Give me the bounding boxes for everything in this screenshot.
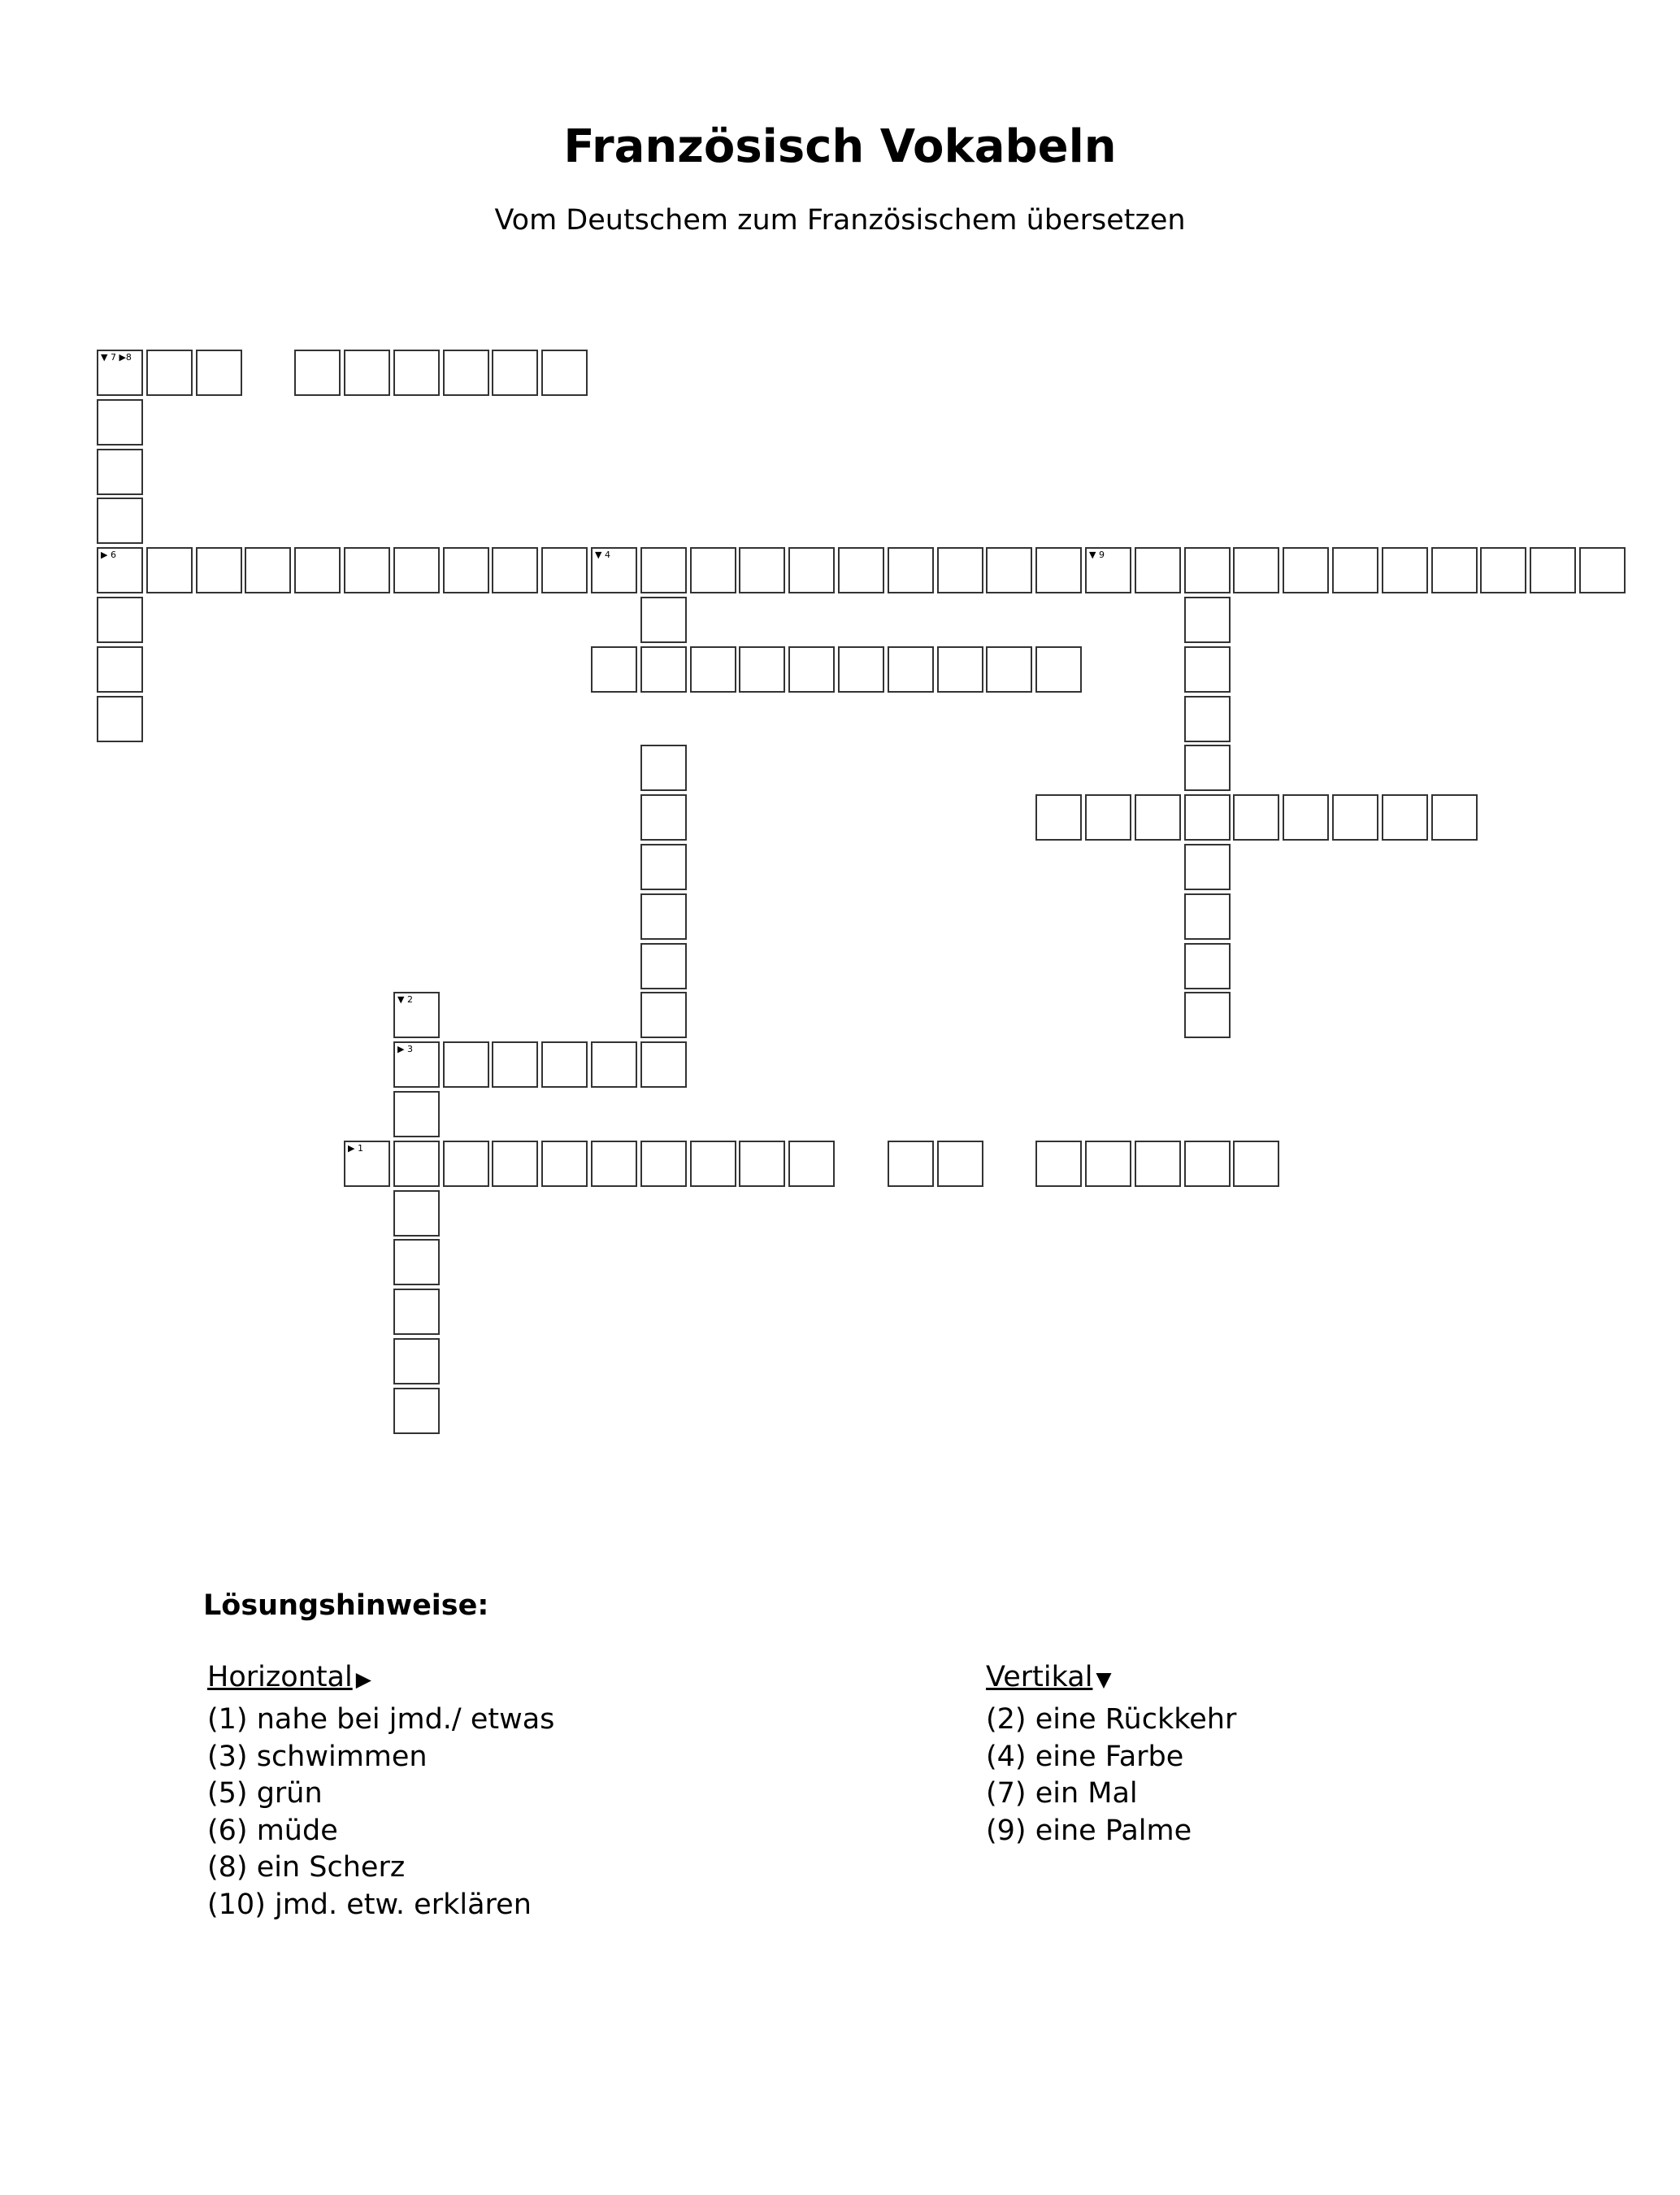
crossword-cell[interactable] xyxy=(443,350,489,396)
crossword-cell[interactable] xyxy=(1184,1141,1231,1187)
crossword-cell[interactable] xyxy=(146,547,193,593)
crossword-cell[interactable] xyxy=(97,646,143,693)
crossword-cell[interactable] xyxy=(1184,794,1231,841)
crossword-cell[interactable] xyxy=(344,547,390,593)
across-clue: (6) müde xyxy=(207,1814,338,1847)
crossword-cell[interactable] xyxy=(640,844,687,890)
crossword-cell[interactable] xyxy=(443,1141,489,1187)
crossword-cell[interactable] xyxy=(1085,547,1131,593)
crossword-cell[interactable] xyxy=(1579,547,1626,593)
crossword-cell[interactable] xyxy=(1085,1141,1131,1187)
crossword-cell[interactable] xyxy=(1035,646,1082,693)
crossword-cell[interactable] xyxy=(294,547,341,593)
clue-number: ▼ 4 xyxy=(595,550,610,560)
crossword-cell[interactable] xyxy=(393,350,440,396)
crossword-cell[interactable] xyxy=(1035,1141,1082,1187)
crossword-cell[interactable] xyxy=(1431,794,1478,841)
crossword-cell[interactable] xyxy=(838,646,884,693)
crossword-cell[interactable] xyxy=(1530,547,1576,593)
crossword-cell[interactable] xyxy=(492,350,538,396)
crossword-cell[interactable] xyxy=(393,1289,440,1335)
crossword-cell[interactable] xyxy=(1184,844,1231,890)
crossword-cell[interactable] xyxy=(1431,547,1478,593)
crossword-cell[interactable] xyxy=(1135,1141,1181,1187)
down-heading-label: Vertikal xyxy=(986,1661,1093,1693)
crossword-cell[interactable] xyxy=(541,547,588,593)
crossword-cell[interactable] xyxy=(1184,745,1231,791)
crossword-cell[interactable] xyxy=(640,547,687,593)
crossword-cell[interactable] xyxy=(443,547,489,593)
clue-number: ▶ 6 xyxy=(101,550,116,560)
crossword-cell[interactable] xyxy=(245,547,291,593)
crossword-cell[interactable] xyxy=(1382,794,1428,841)
crossword-cell[interactable] xyxy=(344,350,390,396)
crossword-cell[interactable] xyxy=(640,745,687,791)
crossword-cell[interactable] xyxy=(937,1141,983,1187)
crossword-cell[interactable] xyxy=(1035,794,1082,841)
crossword-cell[interactable] xyxy=(492,1141,538,1187)
across-clue-list xyxy=(207,1702,554,1923)
across-heading-label: Horizontal xyxy=(207,1661,353,1693)
page-subtitle: Vom Deutschem zum Französischem übersetzen xyxy=(494,204,1186,237)
crossword-cell[interactable] xyxy=(393,1141,440,1187)
crossword-cell[interactable] xyxy=(492,547,538,593)
crossword-cell[interactable] xyxy=(393,1388,440,1434)
crossword-cell[interactable] xyxy=(344,1141,390,1187)
crossword-cell[interactable] xyxy=(1480,547,1526,593)
crossword-cell[interactable] xyxy=(937,646,983,693)
clue-number: ▼ 7 ▶8 xyxy=(101,352,132,363)
crossword-cell[interactable] xyxy=(393,547,440,593)
crossword-cell[interactable] xyxy=(196,547,242,593)
crossword-cell[interactable] xyxy=(443,1041,489,1088)
crossword-cell[interactable] xyxy=(1184,893,1231,940)
crossword-cell[interactable] xyxy=(888,547,934,593)
crossword-cell[interactable] xyxy=(591,646,637,693)
crossword-cell[interactable] xyxy=(97,597,143,643)
crossword-cell[interactable] xyxy=(146,350,193,396)
crossword-cell[interactable] xyxy=(591,547,637,593)
crossword-cell[interactable] xyxy=(393,992,440,1038)
crossword-cell[interactable] xyxy=(393,1190,440,1237)
crossword-cell[interactable] xyxy=(1283,547,1329,593)
down-clues-section xyxy=(986,1658,1236,1849)
crossword-cell[interactable] xyxy=(986,646,1032,693)
crossword-cell[interactable] xyxy=(393,1041,440,1088)
crossword-cell[interactable] xyxy=(640,943,687,989)
crossword-cell[interactable] xyxy=(1233,547,1279,593)
crossword-cell[interactable] xyxy=(986,547,1032,593)
across-clue: (3) schwimmen xyxy=(207,1740,428,1773)
crossword-cell[interactable] xyxy=(739,646,785,693)
crossword-cell[interactable] xyxy=(97,399,143,446)
across-clue: (5) grün xyxy=(207,1777,323,1810)
crossword-cell[interactable] xyxy=(937,547,983,593)
down-clue: (4) eine Farbe xyxy=(986,1740,1184,1773)
crossword-cell[interactable] xyxy=(788,547,835,593)
crossword-cell[interactable] xyxy=(1332,794,1378,841)
crossword-cell[interactable] xyxy=(640,1041,687,1088)
crossword-cell[interactable] xyxy=(888,646,934,693)
crossword-cell[interactable] xyxy=(393,1091,440,1137)
down-clue: (7) ein Mal xyxy=(986,1777,1138,1810)
across-clue: (1) nahe bei jmd./ etwas xyxy=(207,1703,555,1736)
crossword-cell[interactable] xyxy=(690,547,736,593)
crossword-cell[interactable] xyxy=(97,449,143,495)
crossword-cell[interactable] xyxy=(1184,597,1231,643)
across-clue: (10) jmd. etw. erklären xyxy=(207,1888,532,1921)
clue-number: ▼ 2 xyxy=(397,994,413,1005)
down-heading xyxy=(986,1658,1236,1698)
crossword-cell[interactable] xyxy=(1233,794,1279,841)
crossword-cell[interactable] xyxy=(1135,794,1181,841)
crossword-cell[interactable] xyxy=(788,1141,835,1187)
crossword-cell[interactable] xyxy=(393,1239,440,1285)
crossword-cell[interactable] xyxy=(640,646,687,693)
crossword-cell[interactable] xyxy=(838,547,884,593)
crossword-cell[interactable] xyxy=(739,547,785,593)
clue-number: ▶ 3 xyxy=(397,1044,413,1054)
right-triangle-icon: ▶ xyxy=(355,1667,371,1691)
crossword-cell[interactable] xyxy=(788,646,835,693)
crossword-cell[interactable] xyxy=(1283,794,1329,841)
across-heading xyxy=(207,1658,554,1698)
crossword-cell[interactable] xyxy=(888,1141,934,1187)
crossword-cell[interactable] xyxy=(640,893,687,940)
crossword-cell[interactable] xyxy=(1233,1141,1279,1187)
hints-heading: Lösungshinweise: xyxy=(203,1589,489,1622)
crossword-cell[interactable] xyxy=(640,992,687,1038)
down-clue: (2) eine Rückkehr xyxy=(986,1703,1237,1736)
crossword-cell[interactable] xyxy=(1035,547,1082,593)
crossword-cell[interactable] xyxy=(294,350,341,396)
crossword-cell[interactable] xyxy=(1332,547,1378,593)
crossword-cell[interactable] xyxy=(690,646,736,693)
crossword-cell[interactable] xyxy=(640,597,687,643)
crossword-cell[interactable] xyxy=(97,547,143,593)
crossword-cell[interactable] xyxy=(393,1338,440,1384)
across-clues-section xyxy=(207,1658,554,1923)
crossword-cell[interactable] xyxy=(1085,794,1131,841)
crossword-cell[interactable] xyxy=(690,1141,736,1187)
down-clue-list xyxy=(986,1702,1236,1849)
crossword-cell[interactable] xyxy=(739,1141,785,1187)
down-clue: (9) eine Palme xyxy=(986,1814,1192,1847)
crossword-cell[interactable] xyxy=(97,350,143,396)
crossword-cell[interactable] xyxy=(1184,696,1231,742)
crossword-cell[interactable] xyxy=(640,794,687,841)
crossword-cell[interactable] xyxy=(1184,992,1231,1038)
across-clue: (8) ein Scherz xyxy=(207,1851,406,1884)
crossword-cell[interactable] xyxy=(591,1141,637,1187)
clue-number: ▶ 1 xyxy=(348,1143,363,1154)
crossword-cell[interactable] xyxy=(1382,547,1428,593)
page-title: Französisch Vokabeln xyxy=(563,120,1117,173)
crossword-cell[interactable] xyxy=(1184,943,1231,989)
crossword-cell[interactable] xyxy=(1184,547,1231,593)
crossword-cell[interactable] xyxy=(97,696,143,742)
crossword-cell[interactable] xyxy=(541,1041,588,1088)
crossword-cell[interactable] xyxy=(640,1141,687,1187)
crossword-cell[interactable] xyxy=(541,350,588,396)
crossword-cell[interactable] xyxy=(97,498,143,544)
crossword-cell[interactable] xyxy=(1184,646,1231,693)
crossword-cell[interactable] xyxy=(196,350,242,396)
crossword-cell[interactable] xyxy=(1135,547,1181,593)
crossword-cell[interactable] xyxy=(591,1041,637,1088)
clue-number: ▼ 9 xyxy=(1089,550,1105,560)
crossword-cell[interactable] xyxy=(492,1041,538,1088)
down-triangle-icon: ▼ xyxy=(1096,1667,1112,1691)
crossword-cell[interactable] xyxy=(541,1141,588,1187)
